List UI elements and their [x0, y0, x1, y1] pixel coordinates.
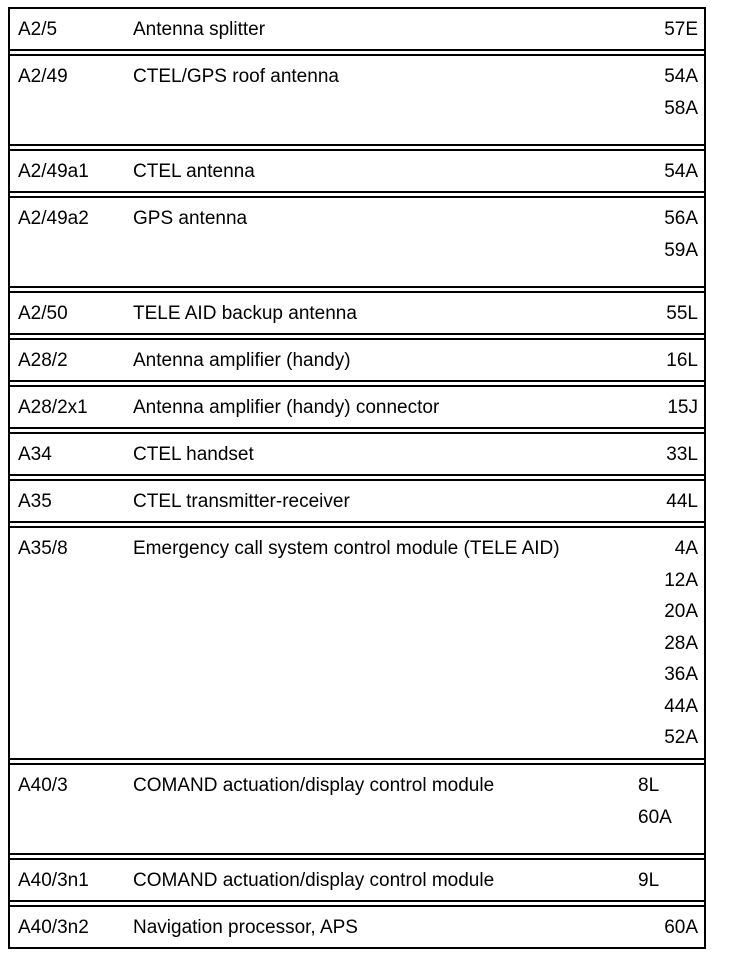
grid-reference: 52A [664, 727, 698, 748]
grid-reference: 16L [666, 350, 698, 371]
grid-reference: 15J [667, 397, 698, 418]
table-row [10, 385, 704, 429]
grid-references [638, 61, 698, 124]
grid-reference: 54A [664, 66, 698, 87]
table-row [10, 858, 704, 902]
table-row [10, 432, 704, 476]
grid-reference: 44L [666, 491, 698, 512]
component-code: A34 [18, 444, 52, 465]
table-row [10, 149, 704, 193]
component-code: A2/49 [18, 66, 68, 87]
grid-reference: 9L [638, 870, 660, 891]
grid-references [638, 392, 698, 424]
component-description: Navigation processor, APS [133, 917, 358, 938]
component-description: GPS antenna [133, 208, 248, 229]
component-code: A28/2x1 [18, 397, 88, 418]
grid-references [638, 345, 698, 377]
grid-reference: 58A [664, 97, 698, 119]
component-code: A28/2 [18, 350, 68, 371]
grid-reference: 12A [664, 569, 698, 591]
table-row [10, 291, 704, 335]
grid-reference: 20A [664, 601, 698, 622]
component-description: CTEL/GPS roof antenna [133, 66, 339, 87]
grid-reference: 28A [664, 632, 698, 654]
component-description: Antenna amplifier (handy) connector [133, 397, 440, 418]
component-description: CTEL transmitter-receiver [133, 491, 350, 512]
component-description: COMAND actuation/display control module [133, 775, 495, 796]
grid-reference: 57E [664, 19, 698, 40]
component-code: A40/3 [18, 775, 68, 796]
component-description: COMAND actuation/display control module [133, 870, 495, 891]
grid-reference: 56A [664, 208, 698, 229]
component-code: A40/3n2 [18, 917, 89, 938]
grid-reference: 60A [638, 806, 672, 828]
grid-reference: 60A [664, 917, 698, 938]
table-row [10, 7, 704, 51]
grid-reference: 33L [666, 444, 698, 465]
grid-references [638, 298, 698, 330]
component-description: Emergency call system control module (TELE AID) [133, 538, 560, 559]
table-row [10, 54, 704, 146]
table-row [10, 479, 704, 523]
grid-reference: 55L [666, 303, 698, 324]
grid-references [638, 156, 698, 188]
grid-references [638, 533, 698, 754]
component-description: TELE AID backup antenna [133, 303, 357, 324]
grid-reference: 4A [674, 538, 698, 559]
table-row [10, 763, 704, 855]
grid-reference: 44A [664, 695, 698, 717]
component-code: A2/49a1 [18, 161, 89, 182]
component-code: A2/49a2 [18, 208, 89, 229]
grid-reference: 54A [664, 161, 698, 182]
table-row [10, 905, 704, 949]
component-description: Antenna splitter [133, 19, 266, 40]
table-row [10, 196, 704, 288]
grid-references [638, 439, 698, 471]
grid-references [638, 486, 698, 518]
table-row [10, 338, 704, 382]
component-description: Antenna amplifier (handy) [133, 350, 351, 371]
grid-reference: 36A [664, 664, 698, 685]
grid-references [638, 865, 698, 897]
grid-references [638, 14, 698, 46]
grid-reference: 8L [638, 775, 660, 796]
component-code: A2/50 [18, 303, 68, 324]
component-code: A40/3n1 [18, 870, 89, 891]
grid-references [638, 203, 698, 266]
component-code: A35 [18, 491, 52, 512]
component-description: CTEL antenna [133, 161, 255, 182]
grid-references [638, 770, 698, 833]
component-table [8, 7, 706, 949]
component-code: A35/8 [18, 538, 68, 559]
component-description: CTEL handset [133, 444, 254, 465]
grid-reference: 59A [664, 239, 698, 261]
component-code: A2/5 [18, 19, 58, 40]
grid-references [638, 912, 698, 944]
table-row [10, 526, 704, 760]
